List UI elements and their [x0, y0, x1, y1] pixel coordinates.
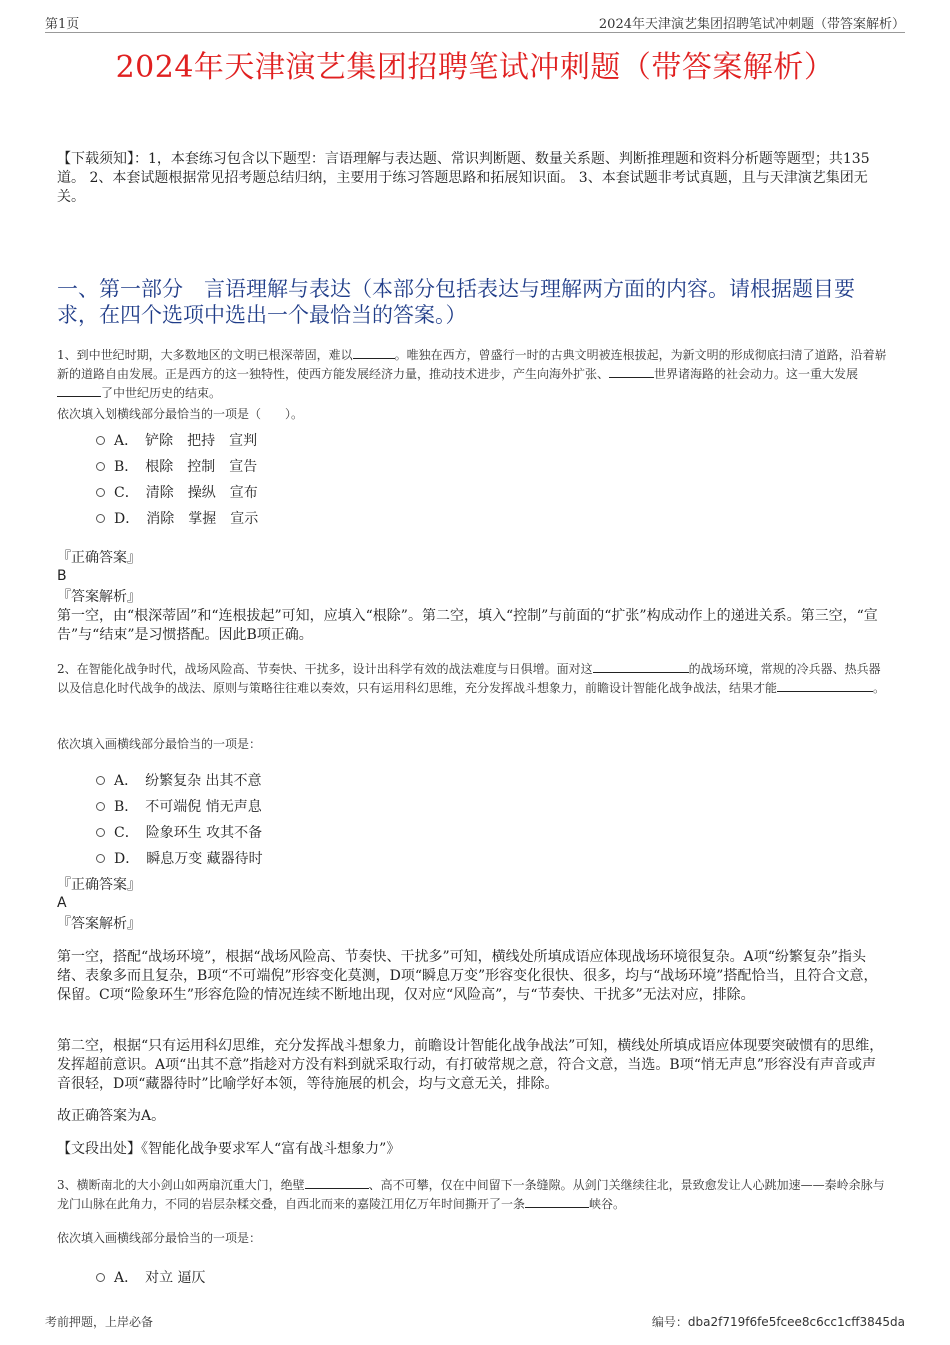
footer-document-id: 编号：dba2f719f6fe5fcee8c6cc1cff3845da — [651, 1315, 905, 1329]
q2-analysis-paragraph-2: 第二空，根据“只有运用科幻思维，充分发挥战斗想象力，前瞻设计智能化战争战法”可知，横线处所填成语应体现要突破惯有的思维，发挥超前意识。A项“出其不意”指趁对方没有料到就采取行动，有打破常规之意，符合文意，当选。B项“悄无声息”形容没有声音或声音很轻，D项“藏器待时”比喻学好本领，等待施展的机会，均与文意无关，排除。 — [57, 1038, 884, 1092]
q1-option-a[interactable]: A． 铲除 把持 宣判 — [96, 430, 257, 450]
radio-icon[interactable] — [96, 828, 105, 837]
document-title: 2024年天津演艺集团招聘笔试冲刺题（带答案解析） — [115, 50, 835, 85]
q1-option-d[interactable]: D． 消除 掌握 宣示 — [96, 508, 258, 528]
q3-option-a[interactable]: A． 对立 逼仄 — [96, 1267, 206, 1287]
q1-option-c[interactable]: C． 清除 操纵 宣布 — [96, 482, 258, 502]
section-heading: 一、第一部分 言语理解与表达（本部分包括表达与理解两方面的内容。请根据题目要求，在四个选项中选出一个最恰当的答案。） — [57, 277, 855, 327]
radio-icon[interactable] — [96, 1273, 105, 1282]
radio-icon[interactable] — [96, 776, 105, 785]
q1-option-b[interactable]: B． 根除 控制 宣告 — [96, 456, 257, 476]
q2-option-c[interactable]: C． 险象环生 攻其不备 — [96, 822, 262, 842]
q2-answer: A — [57, 895, 67, 911]
q2-answer-label: 『正确答案』 — [57, 877, 141, 893]
radio-icon[interactable] — [96, 436, 105, 445]
q2-conclusion: 故正确答案为A。 — [57, 1108, 166, 1124]
q1-answer: B — [57, 568, 67, 584]
q2-option-b[interactable]: B． 不可端倪 悄无声息 — [96, 796, 262, 816]
question-2-stem: 2、在智能化战争时代，战场风险高、节奏快、干扰多，设计出科学有效的战法难度与日俱增。面对这 的战场环境，常规的冷兵器、热兵器以及信息化时代战争的战法、原则与策略往往难以奏效，只有运用科幻思维，充分发挥战斗想象力，前瞻设计智能化战争战法，结果才能 。 — [57, 662, 886, 695]
q2-analysis-label: 『答案解析』 — [57, 916, 141, 932]
radio-icon[interactable] — [96, 488, 105, 497]
header-divider — [45, 32, 905, 33]
q1-answer-label: 『正确答案』 — [57, 550, 141, 566]
question-3-stem: 3、横断南北的大小剑山如两扇沉重大门，绝壁 、高不可攀，仅在中间留下一条缝隙。从剑门关继续往北，景致愈发让人心跳加速——秦岭余脉与龙门山脉在此角力，不同的岩层杂糅交叠，自西北而来的嘉陵江用亿万年时间撕开了一条 峡谷。 — [57, 1178, 885, 1211]
question-2-prompt: 依次填入画横线部分最恰当的一项是： — [57, 737, 262, 751]
question-3-prompt: 依次填入画横线部分最恰当的一项是： — [57, 1231, 262, 1245]
q1-analysis: 第一空，由“根深蒂固”和“连根拔起”可知，应填入“根除”。第二空，填入“控制”与前面的“扩张”构成动作上的递进关系。第三空，“宣告”与“结束”是习惯搭配。因此B项正确。 — [57, 608, 878, 643]
page-number: 第1页 — [45, 17, 80, 32]
question-1-stem: 1、到中世纪时期，大多数地区的文明已根深蒂固，难以 。唯独在西方，曾盛行一时的古典文明被连根拔起，为新文明的形成彻底扫清了道路，沿着崭新的道路自由发展。正是西方的这一独特性，使西方能发展经济力量，推动技术进步，产生向海外扩张、 世界诸海路的社会动力。这一重大发展了中世纪历史的结束。 — [57, 348, 887, 400]
q2-source: 【文段出处】《智能化战争要求军人“富有战斗想象力”》 — [57, 1141, 401, 1157]
q2-option-d[interactable]: D． 瞬息万变 藏器待时 — [96, 848, 263, 868]
q2-option-a[interactable]: A． 纷繁复杂 出其不意 — [96, 770, 262, 790]
q1-analysis-label: 『答案解析』 — [57, 589, 141, 605]
radio-icon[interactable] — [96, 514, 105, 523]
radio-icon[interactable] — [96, 854, 105, 863]
question-1-prompt: 依次填入划横线部分最恰当的一项是（ ）。 — [57, 407, 304, 421]
running-title: 2024年天津演艺集团招聘笔试冲刺题（带答案解析） — [598, 17, 905, 32]
radio-icon[interactable] — [96, 802, 105, 811]
download-notice: 【下载须知】：1，本套练习包含以下题型：言语理解与表达题、常识判断题、数量关系题、判断推理题和资料分析题等题型；共135道。 2、本套试题根据常见招考题总结归纳，主要用于练习答题思路和拓展知识面。 3、本套试题非考试真题，且与天津演艺集团无关。 — [57, 151, 870, 205]
radio-icon[interactable] — [96, 462, 105, 471]
q2-analysis-paragraph-1: 第一空，搭配“战场环境”，根据“战场风险高、节奏快、干扰多”可知，横线处所填成语应体现战场环境很复杂。A项“纷繁复杂”指头绪、表象多而且复杂，B项“不可端倪”形容变化莫测，D项“瞬息万变”形容变化很快、很多，均与“战场环境”搭配恰当，且符合文意，保留。C项“险象环生”形容危险的情况连续不断地出现，仅对应“风险高”，与“节奏快、干扰多”无法对应，排除。 — [57, 949, 878, 1003]
footer-slogan: 考前押题，上岸必备 — [45, 1315, 154, 1329]
